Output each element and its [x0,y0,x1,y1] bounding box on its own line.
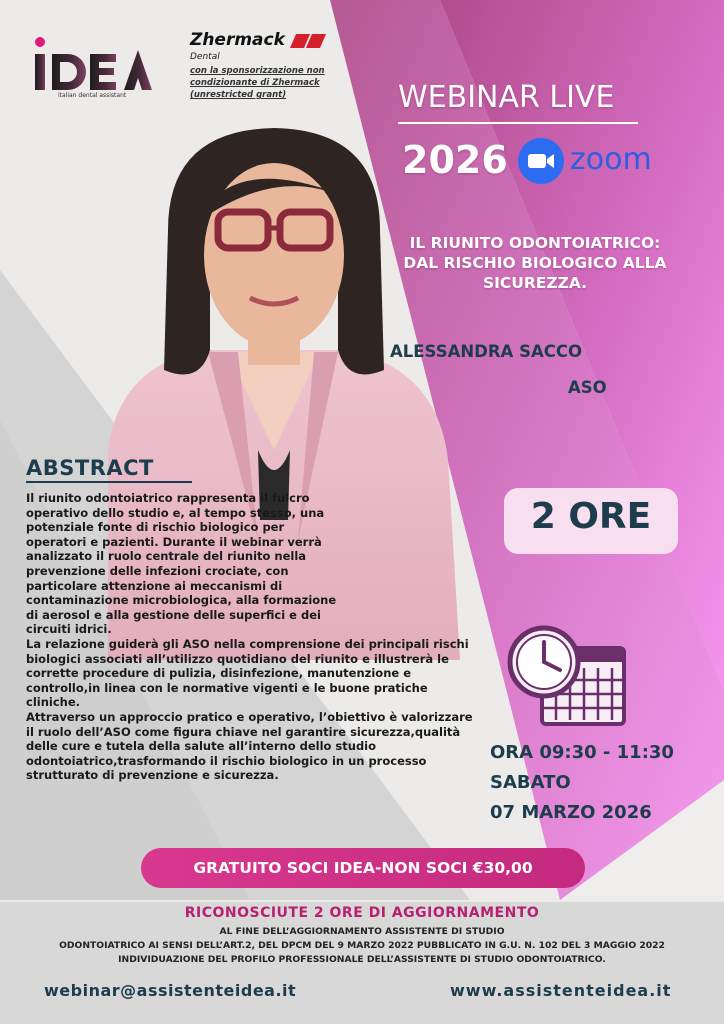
footer-title: RICONOSCIUTE 2 ORE DI AGGIORNAMENTO [184,905,540,921]
event-time: ORA 09:30 - 11:30 [490,742,674,763]
webinar-topic: IL RIUNITO ODONTOIATRICO: DAL RISCHIO BIOLOGICO ALLA SICUREZZA. [403,234,667,292]
idea-tagline: italian dental assistant [58,92,127,99]
contact-email-link[interactable]: webinar@assistenteidea.it [44,981,297,1000]
abstract-paragraph-3: Attraverso un approccio pratico e operativo, l’obiettivo è valorizzare il ruolo dell’ASO come figura chiave nel garantire sicurezza,qualità delle cure e tutela della salute all’interno dello studio odontoiatrico,trasformando il rischio biologico in un processo strutturato di prevenzione e sicurezza. [26,709,473,783]
event-type: WEBINAR LIVE [398,80,615,115]
speaker-name: ALESSANDRA SACCO [390,342,582,361]
abstract-underline [26,481,192,483]
abstract-paragraph-1: Il riunito odontoiatrico rappresenta il fulcro operativo dello studio e, al tempo stesso, una potenziale fonte di rischio biologico per operatori e pazienti. Durante il webinar verrà analizzato il ruolo centrale del riunito nella prevenzione delle infezioni crociate, con particolare attenzione ai meccanismi di contaminazione microbiologica, alla formazione di aerosol e alla gestione delle superfici e dei circuiti idrici. [26,491,337,637]
abstract-paragraph-2: La relazione guiderà gli ASO nella comprensione dei principali rischi biologici associati all’utilizzo quotidiano del riunito e illustrerà le corrette procedure di pulizia, disinfezione, manutenzione e controllo,in linea con le normative vigenti e le buone pratiche cliniche. [26,636,469,710]
calendar-clock-icon [506,622,628,728]
sponsor-note: con la sponsorizzazione non condizionante di Zhermack (unrestricted grant) [190,66,325,100]
speaker-role: ASO [568,378,607,397]
abstract-body [26,491,480,783]
event-year: 2026 [402,138,508,182]
zhermack-mark-icon [290,34,326,48]
abstract-title: ABSTRACT [26,456,154,480]
event-day: SABATO [490,772,571,793]
footer-text: AL FINE DELL’AGGIORNAMENTO ASSISTENTE DI STUDIO ODONTOIATRICO AI SENSI DELL’ART.2, DEL DPCM DEL 9 MARZO 2022 PUBBLICATO IN G.U. N. 102 DEL 3 MAGGIO 2022 INDIVIDUAZIONE DEL PROFILO PROFESSIONALE DELL’ASSISTENTE DI STUDIO ODONTOIATRICO. [59,926,665,965]
platform-name: zoom [570,142,652,177]
sponsor-division: Dental [190,52,220,62]
website-link[interactable]: www.assistenteidea.it [450,981,672,1000]
price-button[interactable]: GRATUITO SOCI IDEA-NON SOCI €30,00 [141,848,585,888]
event-date: 07 MARZO 2026 [490,802,652,823]
duration-label: 2 ORE [530,496,652,537]
sponsor-name: Zhermack [190,30,285,50]
zoom-camera-icon [518,138,564,184]
